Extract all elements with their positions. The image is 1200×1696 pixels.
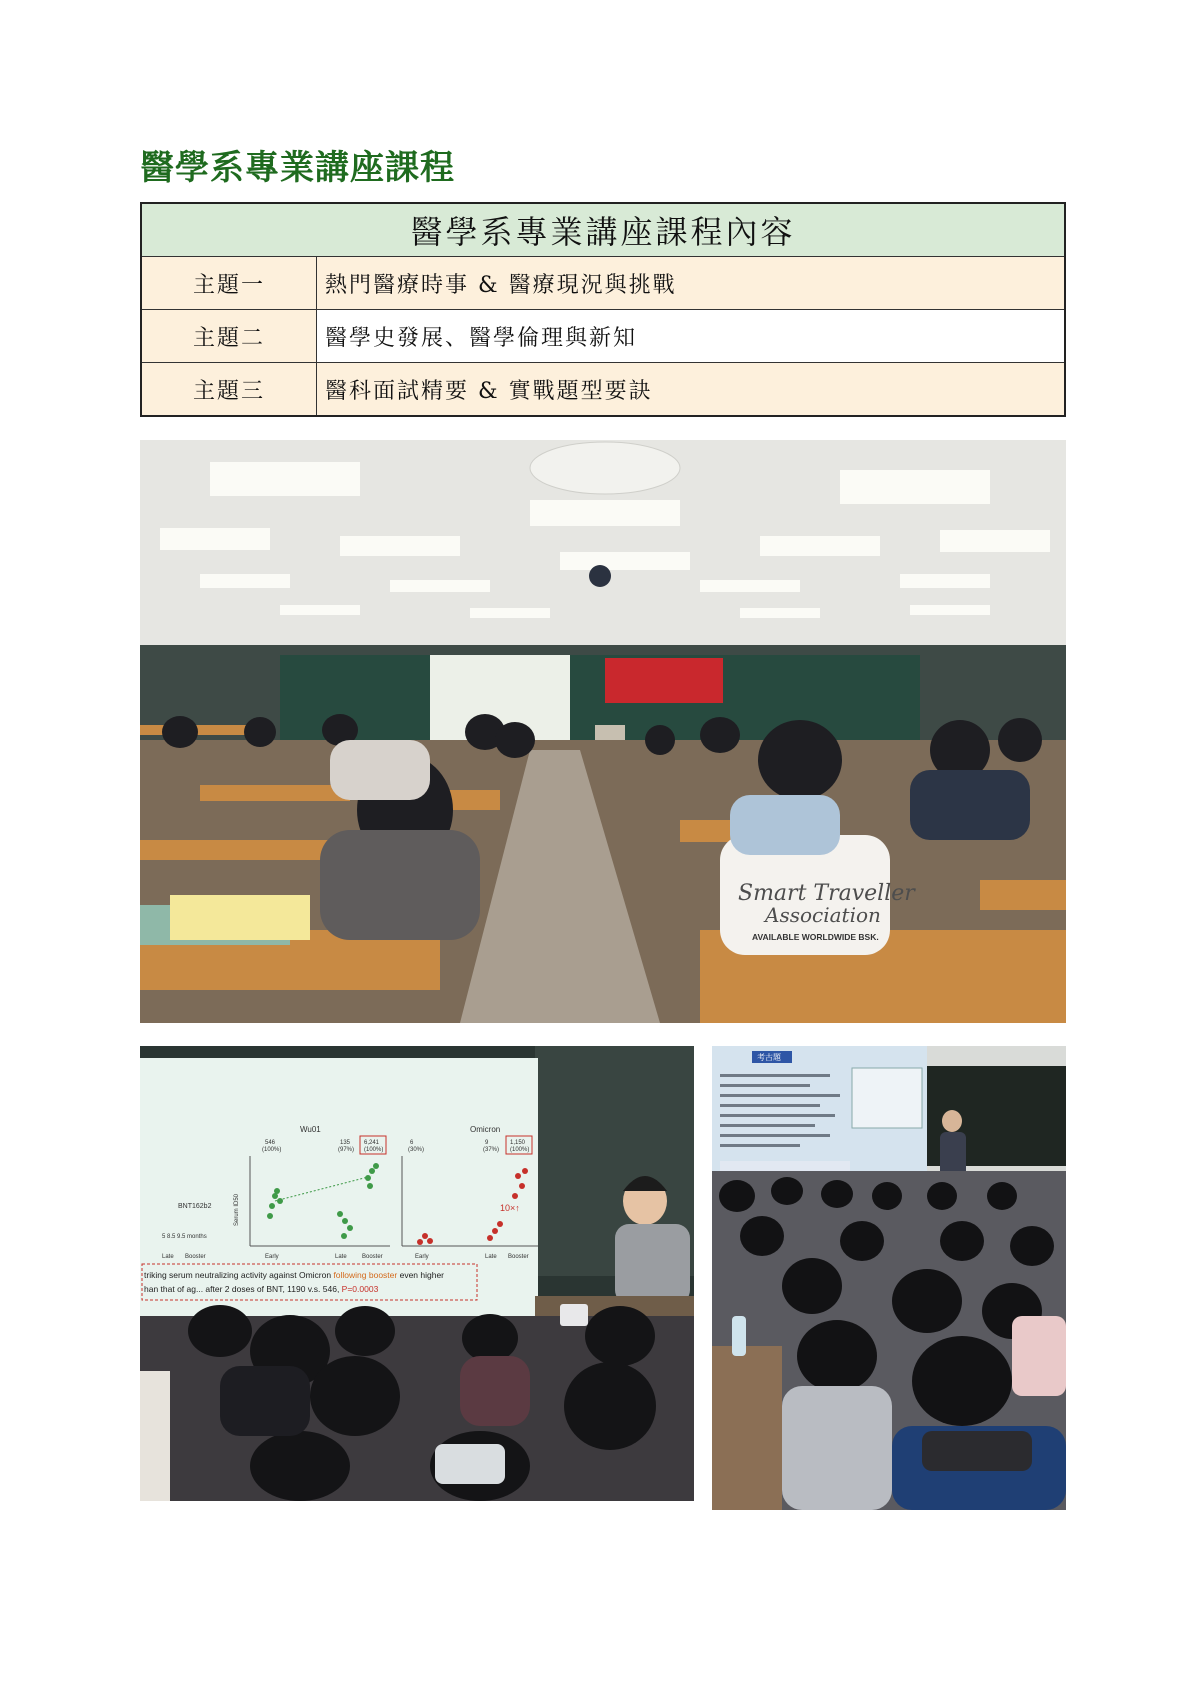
topic-cell: 主題一 <box>141 257 317 310</box>
panel-label-wu01: Wu01 <box>300 1125 321 1134</box>
y-axis-label: Serum ID50 <box>234 1193 240 1226</box>
count-label: (97%) <box>338 1147 355 1153</box>
table-header: 醫學系專業講座課程內容 <box>141 203 1065 257</box>
shirt-print-line1: Smart Traveller <box>738 881 915 906</box>
shirt-print-line3: AVAILABLE WORLDWIDE BSK. <box>752 932 879 942</box>
topic-cell: 主題三 <box>141 363 317 417</box>
x-axis-label: Late <box>335 1254 347 1260</box>
count-label: 546 <box>265 1140 276 1146</box>
table-row <box>141 257 1065 310</box>
course-table <box>140 202 1066 417</box>
table-row <box>141 310 1065 363</box>
count-label: (37%) <box>483 1147 500 1153</box>
slide-lecture-photo <box>140 1046 694 1501</box>
table-row <box>141 363 1065 417</box>
count-label: (30%) <box>408 1147 425 1153</box>
x-axis-label: Booster <box>185 1254 206 1260</box>
slide-caption-line2: han that of ag... after 2 doses of BNT, 1190 v.s. 546, P=0.0003 <box>144 1284 379 1294</box>
x-axis-label: Early <box>415 1254 429 1260</box>
content-cell: 醫學史發展、醫學倫理與新知 <box>317 310 1066 363</box>
count-label: 1,150 <box>510 1140 526 1146</box>
count-label: 9 <box>485 1140 489 1146</box>
count-label: (100%) <box>364 1147 384 1153</box>
fold-change-label: 10×↑ <box>500 1203 520 1213</box>
x-axis-label: Booster <box>508 1254 529 1260</box>
page-title: 醫學系專業講座課程 <box>140 148 455 188</box>
count-label: 6,241 <box>364 1140 380 1146</box>
content-cell: 熱門醫療時事 & 醫療現況與挑戰 <box>317 257 1066 310</box>
slide-caption-line1: triking serum neutralizing activity against Omicron following booster even higher <box>144 1270 445 1280</box>
x-axis-label: Booster <box>362 1254 383 1260</box>
count-label: 6 <box>410 1140 414 1146</box>
x-axis-label: Late <box>485 1254 497 1260</box>
panel-label-omicron: Omicron <box>470 1125 501 1134</box>
shirt-print-line2: Association <box>765 903 881 927</box>
screen-label: 考古題 <box>757 1053 781 1062</box>
x-axis-label: Late <box>162 1254 174 1260</box>
count-label: (100%) <box>262 1147 282 1153</box>
count-label: 135 <box>340 1140 351 1146</box>
x-axis-label: Early <box>265 1254 279 1260</box>
count-label: (100%) <box>510 1147 530 1153</box>
classroom-photo <box>712 1046 1066 1510</box>
topic-cell: 主題二 <box>141 310 317 363</box>
timeline-label: 5 8.5 9.5 months <box>162 1234 207 1240</box>
lecture-hall-photo <box>140 440 1066 1023</box>
vaccine-label: BNT162b2 <box>178 1203 212 1210</box>
content-cell: 醫科面試精要 & 實戰題型要訣 <box>317 363 1066 417</box>
